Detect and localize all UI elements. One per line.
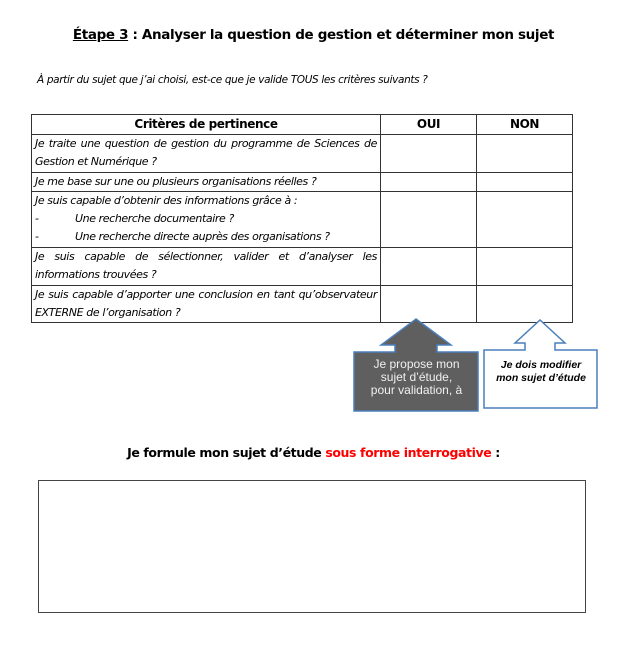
criterion-text: Je suis capable de sélectionner, valider et d’analyser les informations trouvées ?: [32, 248, 381, 286]
oui-callout: [353, 318, 480, 413]
oui-cell[interactable]: [381, 192, 477, 248]
header-oui: OUI: [381, 115, 477, 135]
formulation-prefix: Je formule mon sujet d’étude: [127, 445, 326, 460]
bullet-marker: -: [35, 212, 39, 225]
bullet-item: [35, 228, 377, 246]
bullet-text: Une recherche documentaire ?: [75, 212, 234, 225]
bullet-text: Une recherche directe auprès des organisations ?: [75, 230, 330, 243]
criterion-text: Je me base sur une ou plusieurs organisations réelles ?: [32, 173, 381, 192]
step-label: Étape 3: [72, 27, 129, 43]
non-callout-line: Je dois modifier: [500, 359, 582, 371]
non-cell[interactable]: [477, 192, 573, 248]
criteria-table: [31, 114, 573, 323]
criterion-text: Je traite une question de gestion du programme de Sciences de Gestion et Numérique ?: [32, 135, 381, 173]
table-header-row: [32, 115, 573, 135]
table-row: [32, 286, 573, 323]
formulation-suffix: :: [491, 445, 500, 460]
table-row: [32, 192, 573, 248]
oui-callout-line: pour validation, à: [370, 383, 463, 397]
oui-callout-line: sujet d’étude,: [380, 370, 453, 384]
table-row: [32, 248, 573, 286]
intro-question: À partir du sujet que j’ai choisi, est-ce que je valide TOUS les critères suivants ?: [37, 74, 428, 86]
criterion-cell: [32, 192, 381, 248]
oui-cell[interactable]: [381, 286, 477, 323]
step-title: : Analyser la question de gestion et déterminer mon sujet: [128, 27, 555, 43]
header-non: NON: [477, 115, 573, 135]
formulation-highlight: sous forme interrogative: [325, 445, 492, 460]
non-cell[interactable]: [477, 135, 573, 173]
oui-cell[interactable]: [381, 248, 477, 286]
table-row: [32, 173, 573, 192]
oui-callout-line: Je propose mon: [373, 357, 460, 371]
non-callout-line: mon sujet d’étude: [496, 372, 586, 384]
criterion-text: Je suis capable d’obtenir des informations grâce à :: [35, 194, 298, 207]
criterion-text: Je suis capable d’apporter une conclusion en tant qu’observateur EXTERNE de l’organisation ?: [32, 286, 381, 323]
non-cell[interactable]: [477, 286, 573, 323]
oui-cell[interactable]: [381, 173, 477, 192]
oui-cell[interactable]: [381, 135, 477, 173]
bullet-item: [35, 210, 377, 228]
non-cell[interactable]: [477, 248, 573, 286]
study-subject-answer-box[interactable]: [38, 480, 586, 613]
header-criteria: Critères de pertinence: [32, 115, 381, 135]
formulation-heading: [0, 445, 627, 460]
non-cell[interactable]: [477, 173, 573, 192]
page-title: [0, 27, 627, 43]
bullet-marker: -: [35, 230, 39, 243]
non-callout: [483, 319, 599, 410]
table-row: [32, 135, 573, 173]
